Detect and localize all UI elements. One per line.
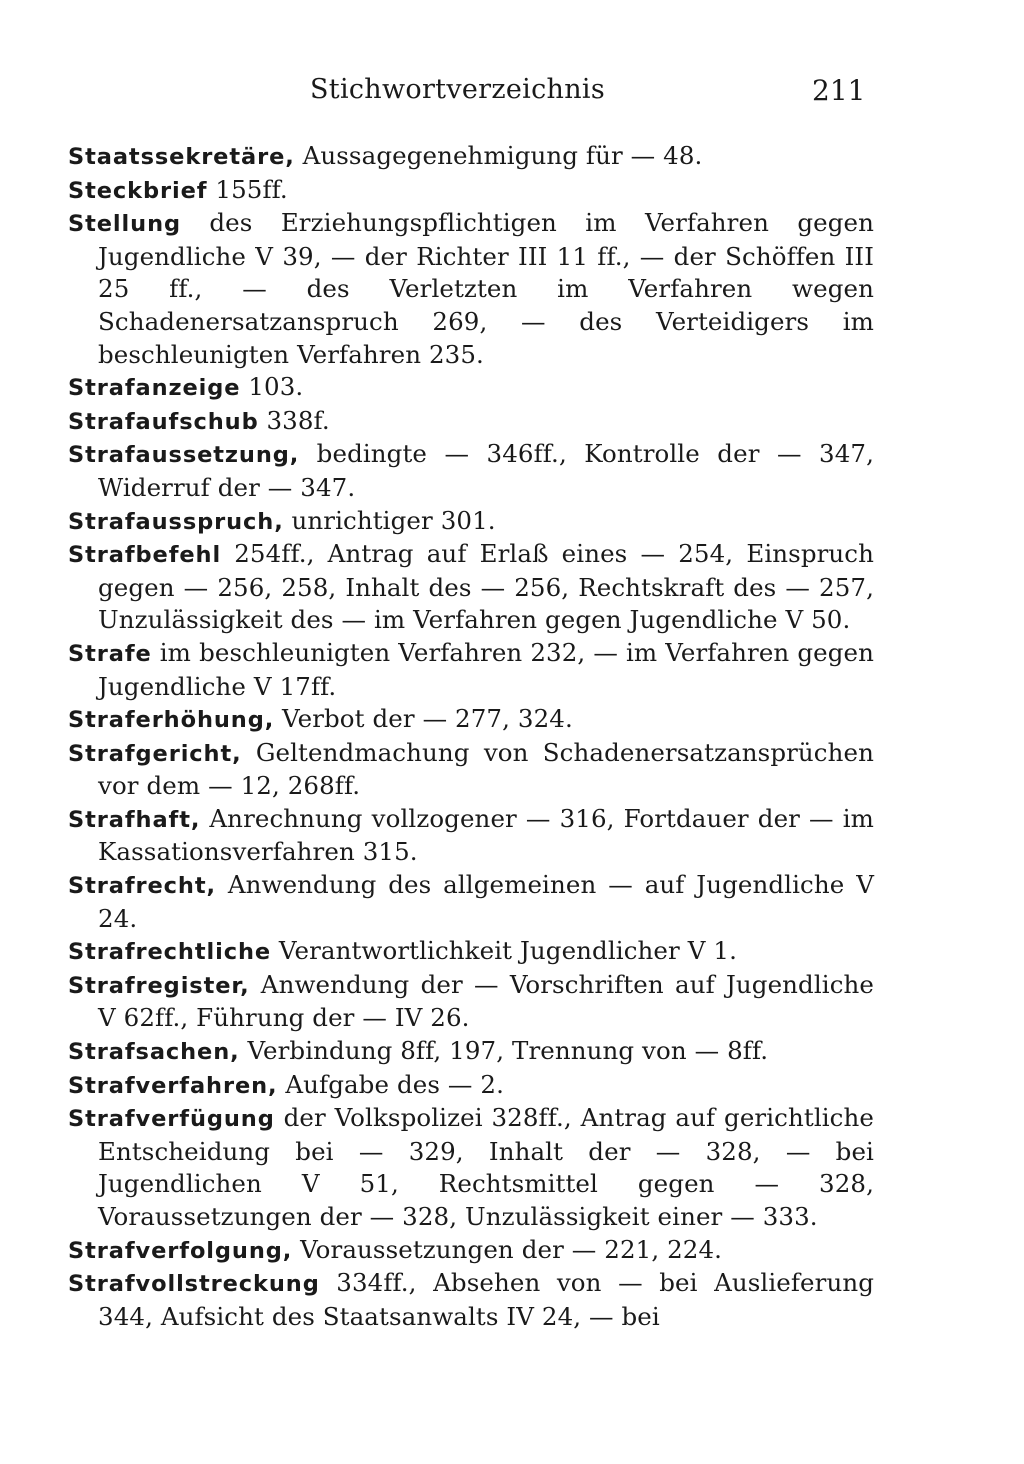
entry-text: im beschleunigten Verfahren 232, — im Verfahren gegen Jugendliche V 17ff. (98, 637, 874, 701)
entry-text: Geltendmachung von Schadenersatzansprüchen vor dem — 12, 268ff. (98, 737, 874, 801)
entry-text: Voraussetzungen der — 221, 224. (292, 1234, 723, 1264)
entry-text: Aussagegenehmigung für — 48. (294, 141, 703, 170)
entry-keyword: Strafhaft, (68, 806, 201, 833)
index-entry (68, 538, 874, 637)
entry-keyword: Strafverfolgung, (68, 1237, 293, 1264)
index-entry (68, 935, 874, 969)
entry-text: 155ff. (207, 174, 288, 204)
entry-text: 338f. (258, 405, 330, 435)
entry-text: unrichtiger 301. (283, 505, 496, 535)
entry-keyword: Strafausspruch, (68, 508, 284, 535)
entry-text: 334ff., Absehen von — bei Auslieferung 344, Aufsicht des Staatsanwalts IV 24, — bei (98, 1268, 874, 1331)
index-entry (68, 1267, 874, 1333)
entry-text: Verbindung 8ff, 197, Trennung von — 8ff. (239, 1036, 769, 1066)
index-entry (68, 371, 874, 405)
index-entries (68, 140, 874, 1333)
entry-keyword: Strafbefehl (68, 542, 222, 569)
entry-keyword: Strafvollstreckung (68, 1271, 320, 1298)
index-entry (68, 1035, 874, 1069)
index-entry (68, 207, 874, 371)
index-entry (68, 803, 874, 869)
page-number: 211 (812, 74, 866, 107)
index-entry (68, 969, 874, 1035)
entry-text: Aufgabe des — 2. (277, 1069, 504, 1099)
index-entry (68, 1102, 874, 1233)
index-entry (68, 869, 874, 935)
entry-text: Verbot der — 277, 324. (274, 704, 573, 734)
index-entry (68, 174, 874, 208)
entry-text: Anwendung der — Vorschriften auf Jugendliche V 62ff., Führung der — IV 26. (98, 969, 874, 1033)
entry-text: Anrechnung vollzogener — 316, Fortdauer der — im Kassationsverfahren 315. (98, 803, 874, 867)
index-entry (68, 438, 874, 504)
entry-keyword: Strafaussetzung, (68, 442, 300, 469)
entry-text: 254ff., Antrag auf Erlaß eines — 254, Einspruch gegen — 256, 258, Inhalt des — 256, Rechtskraft des — 257, Unzulässigkeit des — im Verfahren gegen Jugendliche V 50. (98, 539, 874, 635)
entry-keyword: Strafrechtliche (68, 939, 272, 966)
entry-keyword: Staatssekretäre, (68, 144, 295, 170)
page-header (0, 74, 1024, 114)
entry-keyword: Strafrecht, (68, 873, 216, 900)
entry-keyword: Strafe (68, 640, 152, 667)
entry-text: des Erziehungspflichtigen im Verfahren gegen Jugendliche V 39, — der Richter III 11 ff., — der Schöffen III 25 ff., — des Verletzten im Verfahren wegen Schadenersatzanspruch 269, — des Verteidigers im beschleunigten Verfahren 235. (98, 208, 874, 369)
index-entry (68, 737, 874, 803)
entry-keyword: Straferhöhung, (68, 707, 275, 734)
entry-text: 103. (240, 372, 304, 402)
entry-text: der Volkspolizei 328ff., Antrag auf gerichtliche Entscheidung bei — 329, Inhalt der — 328, — bei Jugendlichen V 51, Rechtsmittel gegen — 328, Voraussetzungen der — 328, Unzulässigkeit einer — 333. (98, 1103, 874, 1231)
entry-keyword: Steckbrief (68, 177, 208, 204)
index-entry (68, 703, 874, 737)
index-entry (68, 637, 874, 703)
index-entry (68, 405, 874, 439)
entry-keyword: Strafgericht, (68, 740, 242, 767)
index-entry (68, 505, 874, 539)
entry-keyword: Stellung (68, 211, 181, 238)
index-entry (68, 140, 874, 174)
entry-keyword: Strafsachen, (68, 1039, 240, 1066)
index-entry (68, 1069, 874, 1103)
running-title: Stichwortverzeichnis (310, 74, 605, 105)
entry-text: Verantwortlichkeit Jugendlicher V 1. (271, 936, 737, 966)
entry-keyword: Strafaufschub (68, 408, 259, 435)
entry-keyword: Strafverfahren, (68, 1072, 278, 1099)
entry-text: Anwendung des allgemeinen — auf Jugendliche V 24. (98, 870, 874, 933)
index-entry (68, 1234, 874, 1268)
entry-keyword: Strafregister, (68, 972, 250, 999)
entry-keyword: Strafanzeige (68, 375, 241, 402)
entry-text: bedingte — 346ff., Kontrolle der — 347, Widerruf der — 347. (98, 439, 874, 502)
entry-keyword: Strafverfügung (68, 1106, 275, 1133)
